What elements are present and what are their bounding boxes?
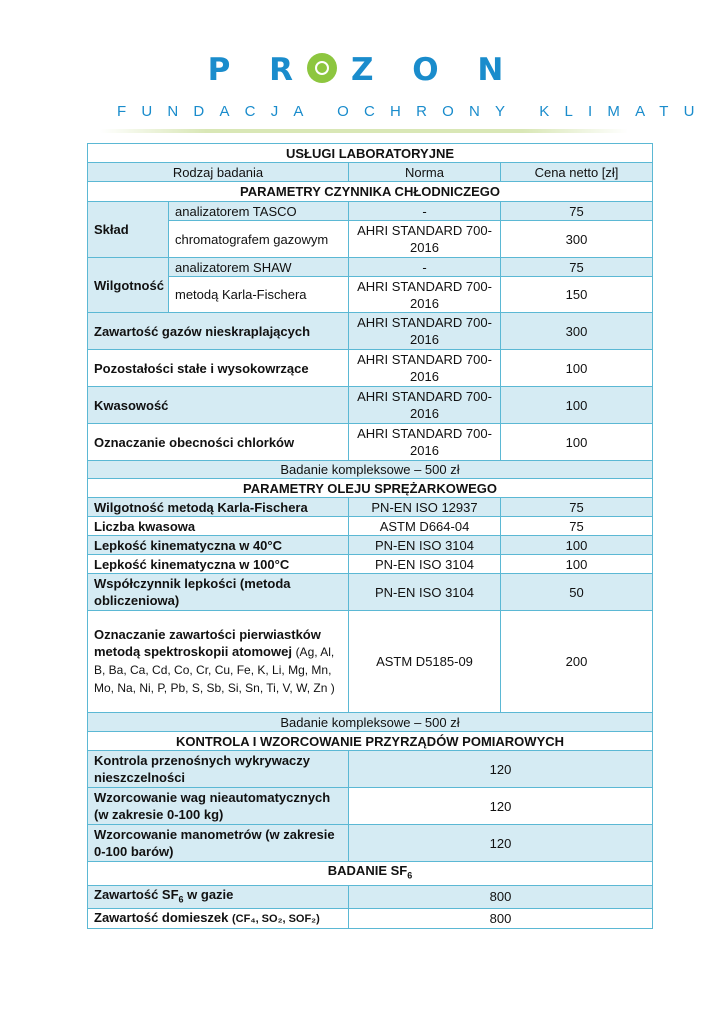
price: 100 <box>501 555 653 574</box>
price: 800 <box>349 909 653 929</box>
subscript: 6 <box>407 870 413 881</box>
norm: PN-EN ISO 3104 <box>349 555 501 574</box>
norm: - <box>349 202 501 221</box>
price: 100 <box>501 387 653 424</box>
price: 120 <box>349 751 653 788</box>
method: analizatorem SHAW <box>169 258 349 277</box>
norm: PN-EN ISO 3104 <box>349 574 501 611</box>
test-name-text: Zawartość SF <box>94 886 179 902</box>
section-title-text: BADANIE SF <box>327 863 408 878</box>
group-label: Skład <box>88 202 169 258</box>
test-name: Wzorcowanie manometrów (w zakresie 0-100 barów) <box>88 825 349 862</box>
tagline: FUNDACJA OCHRONY KLIMATU <box>117 103 710 120</box>
test-name <box>88 909 349 929</box>
price: 120 <box>349 825 653 862</box>
test-name: Lepkość kinematyczna w 40°C <box>88 536 349 555</box>
norm: AHRI STANDARD 700-2016 <box>349 424 501 461</box>
method: metodą Karla-Fischera <box>169 277 349 313</box>
test-name: Współczynnik lepkości (metoda obliczeniowa) <box>88 574 349 611</box>
price: 100 <box>501 424 653 461</box>
price: 300 <box>501 221 653 258</box>
norm: ASTM D5185-09 <box>349 611 501 713</box>
test-name: Pozostałości stałe i wysokowrzące <box>88 350 349 387</box>
complex-offer: Badanie kompleksowe – 500 zł <box>88 713 653 732</box>
test-name-text: Oznaczanie zawartości pierwiastków metodą spektroskopii atomowej <box>94 627 321 659</box>
price: 75 <box>501 258 653 277</box>
test-name: Zawartość gazów nieskraplających <box>88 313 349 350</box>
divider <box>100 129 628 133</box>
price: 75 <box>501 498 653 517</box>
table-title: USŁUGI LABORATORYJNE <box>88 144 653 163</box>
norm: AHRI STANDARD 700-2016 <box>349 313 501 350</box>
price: 75 <box>501 517 653 536</box>
norm: AHRI STANDARD 700-2016 <box>349 350 501 387</box>
test-name: Liczba kwasowa <box>88 517 349 536</box>
recycle-icon <box>307 53 337 83</box>
complex-offer: Badanie kompleksowe – 500 zł <box>88 461 653 479</box>
subscript: 6 <box>178 894 184 905</box>
norm: AHRI STANDARD 700-2016 <box>349 277 501 313</box>
test-name: Kontrola przenośnych wykrywaczy nieszczelności <box>88 751 349 788</box>
col-header: Cena netto [zł] <box>501 163 653 182</box>
test-name: Wzorcowanie wag nieautomatycznych (w zakresie 0-100 kg) <box>88 788 349 825</box>
test-name: Oznaczanie obecności chlorków <box>88 424 349 461</box>
elements-list: (Ag, Al, B, Ba, Ca, Cd, Co, Cr, Cu, Fe, K, Li, Mg, Mn, Mo, Na, Ni, P, Pb, S, Sb, Si, Sn, Ti, V, W, Zn ) <box>94 645 335 695</box>
test-name-text: w gazie <box>183 886 234 902</box>
price: 50 <box>501 574 653 611</box>
impurities-list: (CF₄, SO₂, SOF₂) <box>232 913 320 926</box>
price: 200 <box>501 611 653 713</box>
price-table <box>87 143 653 929</box>
method: chromatografem gazowym <box>169 221 349 258</box>
method: analizatorem TASCO <box>169 202 349 221</box>
norm: AHRI STANDARD 700-2016 <box>349 387 501 424</box>
norm: PN-EN ISO 12937 <box>349 498 501 517</box>
test-name <box>88 611 349 713</box>
price: 120 <box>349 788 653 825</box>
test-name-text: Zawartość domieszek <box>94 910 232 926</box>
group-label: Wilgotność <box>88 258 169 313</box>
norm: AHRI STANDARD 700-2016 <box>349 221 501 258</box>
price: 100 <box>501 350 653 387</box>
section-title: PARAMETRY OLEJU SPRĘŻARKOWEGO <box>88 479 653 498</box>
test-name <box>88 885 349 909</box>
section-title: KONTROLA I WZORCOWANIE PRZYRZĄDÓW POMIAROWYCH <box>88 732 653 751</box>
price: 100 <box>501 536 653 555</box>
test-name: Kwasowość <box>88 387 349 424</box>
col-header: Norma <box>349 163 501 182</box>
price: 800 <box>349 885 653 909</box>
section-title: PARAMETRY CZYNNIKA CHŁODNICZEGO <box>88 182 653 202</box>
price: 300 <box>501 313 653 350</box>
prozon-logo: P R Z O N <box>207 52 518 88</box>
norm: PN-EN ISO 3104 <box>349 536 501 555</box>
price: 75 <box>501 202 653 221</box>
norm: ASTM D664-04 <box>349 517 501 536</box>
norm: - <box>349 258 501 277</box>
col-header: Rodzaj badania <box>88 163 349 182</box>
test-name: Wilgotność metodą Karla-Fischera <box>88 498 349 517</box>
price: 150 <box>501 277 653 313</box>
section-title <box>88 862 653 886</box>
test-name: Lepkość kinematyczna w 100°C <box>88 555 349 574</box>
